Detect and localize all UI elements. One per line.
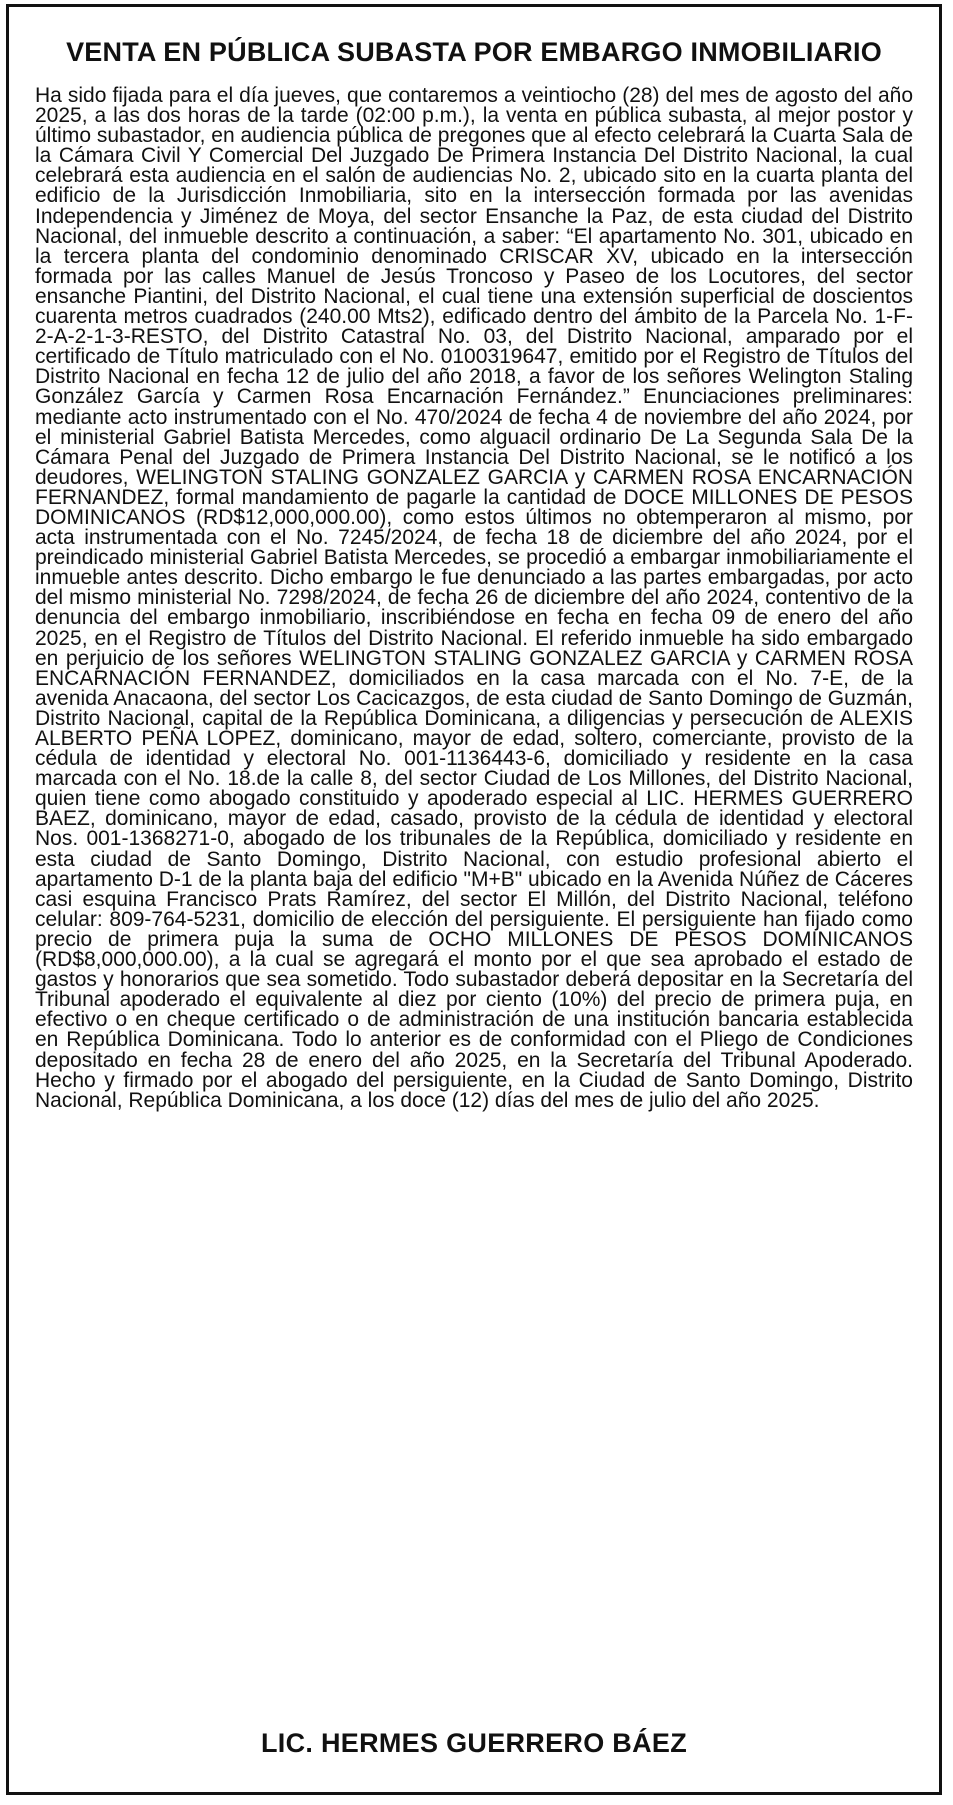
notice-title: VENTA EN PÚBLICA SUBASTA POR EMBARGO INMOBILIARIO — [66, 37, 882, 67]
notice-frame — [6, 4, 942, 1795]
notice-signature: LIC. HERMES GUERRERO BÁEZ — [260, 1728, 688, 1758]
notice-body: Ha sido fijada para el día jueves, que contaremos a veintiocho (28) del mes de agosto del año 2025, a las dos horas de la tarde (02:00 p.m.), la venta en pública subasta, al mejor postor y último subastador, en audiencia pública de pregones que al efecto celebrará la Cuarta Sala de la Cámara Civil Y Comercial Del Juzgado De Primera Instancia Del Distrito Nacional, la cual celebrará esta audiencia en el salón de audiencias No. 2, ubicado sito en la cuarta planta del edificio de la Jurisdicción Inmobiliaria, sito en la intersección formada por las avenidas Independencia y Jiménez de Moya, del sector Ensanche la Paz, de esta ciudad del Distrito Nacional, del inmueble descrito a continuación, a saber: “El apartamento No. 301, ubicado en la tercera planta del condominio denominado CRISCAR XV, ubicado en la intersección formada por las calles Manuel de Jesús Troncoso y Paseo de los Locutores, del sector ensanche Piantini, del Distrito Nacional, el cual tiene una extensión superficial de doscientos cuarenta metros cuadrados (240.00 Mts2), edificado dentro del ámbito de la Parcela No. 1-F-2-A-2-1-3-RESTO, del Distrito Catastral No. 03, del Distrito Nacional, amparado por el certificado de Título matriculado con el No. 0100319647, emitido por el Registro de Títulos del Distrito Nacional en fecha 12 de julio del año 2018, a favor de los señores Welington Staling González García y Carmen Rosa Encarnación Fernández.” Enunciaciones preliminares: mediante acto instrumentado con el No. 470/2024 de fecha 4 de noviembre del año 2024, por el ministerial Gabriel Batista Mercedes, como alguacil ordinario De La Segunda Sala De la Cámara Penal del Juzgado de Primera Instancia Del Distrito Nacional, se le notificó a los deudores, WELINGTON STALING GONZALEZ GARCIA y CARMEN ROSA ENCARNACIÓN FERNANDEZ, formal mandamiento de pagarle la cantidad de DOCE MILLONES DE PESOS DOMINICANOS (RD$12,000,000.00), como estos últimos no obtemperaron al mismo, por acta instrumentada con el No. 7245/2024, de fecha 18 de diciembre del año 2024, por el preindicado ministerial Gabriel Batista Mercedes, se procedió a embargar inmobiliariamente el inmueble antes descrito. Dicho embargo le fue denunciado a las partes embargadas, por acto del mismo ministerial No. 7298/2024, de fecha 26 de diciembre del año 2024, contentivo de la denuncia del embargo inmobiliario, inscribiéndose en fecha en fecha 09 de enero del año 2025, en el Registro de Títulos del Distrito Nacional. El referido inmueble ha sido embargado en perjuicio de los señores WELINGTON STALING GONZALEZ GARCIA y CARMEN ROSA ENCARNACIÓN FERNANDEZ, domiciliados en la casa marcada con el No. 7-E, de la avenida Anacaona, del sector Los Cacicazgos, de esta ciudad de Santo Domingo de Guzmán, Distrito Nacional, capital de la República Dominicana, a diligencias y persecución de ALEXIS ALBERTO PEÑA LOPEZ, dominicano, mayor de edad, soltero, comerciante, provisto de la cédula de identidad y electoral No. 001-1136443-6, domiciliado y residente en la casa marcada con el No. 18.de la calle 8, del sector Ciudad de Los Millones, del Distrito Nacional, quien tiene como abogado constituido y apoderado especial al LIC. HERMES GUERRERO BAEZ, dominicano, mayor de edad, casado, provisto de la cédula de identidad y electoral Nos. 001-1368271-0, abogado de los tribunales de la República, domiciliado y residente en esta ciudad de Santo Domingo, Distrito Nacional, con estudio profesional abierto el apartamento D-1 de la planta baja del edificio "M+B" ubicado en la Avenida Núñez de Cáceres casi esquina Francisco Prats Ramírez, del sector El Millón, del Distrito Nacional, teléfono celular: 809-764-5231, domicilio de elección del persiguiente. El persiguiente han fijado como precio de primera puja la suma de OCHO MILLONES DE PESOS DOMINICANOS (RD$8,000,000.00), a la cual se agregará el monto por el que sea aprobado el estado de gastos y honorarios que sea sometido. Todo subastador deberá depositar en la Secretaría del Tribunal apoderado el equivalente al diez por ciento (10%) del precio de primera puja, en efectivo o en cheque certificado o de administración de una institución bancaria establecida en República Dominicana. Todo lo anterior es de conformidad con el Pliego de Condiciones depositado en fecha 28 de enero del año 2025, en la Secretaría del Tribunal Apoderado. Hecho y firmado por el abogado del persiguiente, en la Ciudad de Santo Domingo, Distrito Nacional, República Dominicana, a los doce (12) días del mes de julio del año 2025. — [35, 84, 913, 1112]
